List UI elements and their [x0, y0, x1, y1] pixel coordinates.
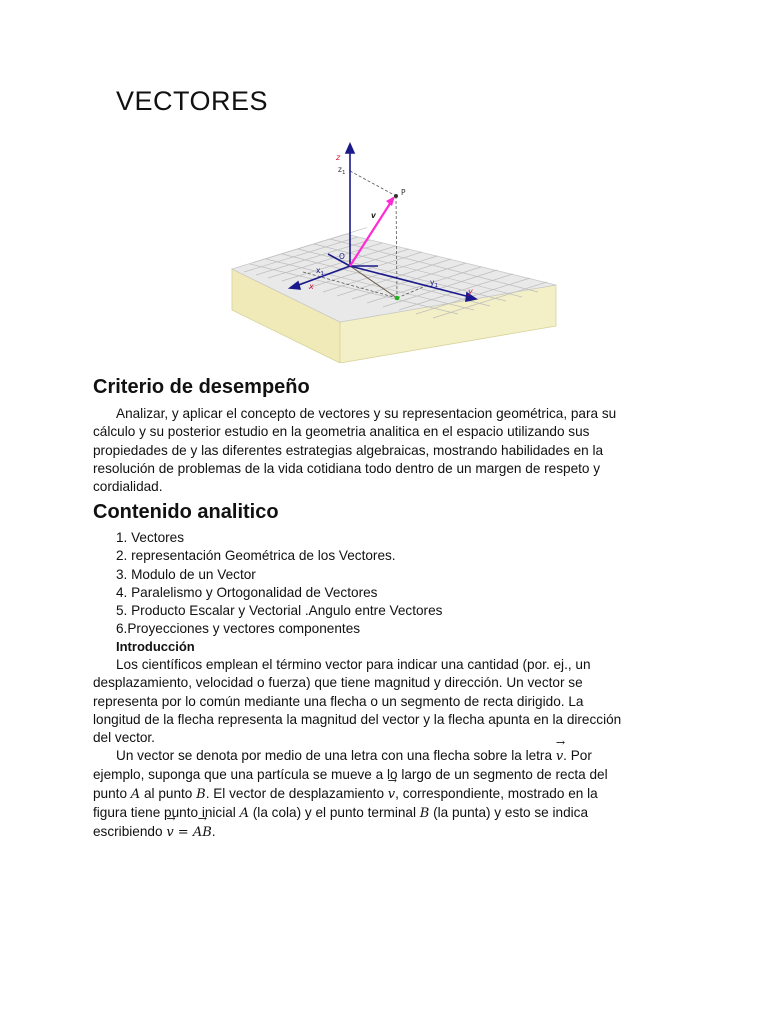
introduccion-heading: Introducción [116, 639, 195, 654]
page-title: VECTORES [116, 86, 269, 116]
label-z: z [336, 153, 341, 162]
intro-line: Los científicos emplean el término vector para indicar una cantidad (por. ej., un [116, 657, 591, 672]
label-x1: $x_1$ [316, 266, 324, 277]
label-z1: $z_1$ [338, 165, 346, 176]
vector-v-symbol: v → [166, 824, 173, 842]
label-x: x [309, 282, 314, 291]
contenido-list [116, 529, 442, 639]
point-b-symbol: B [419, 805, 430, 821]
point-a-symbol: A [239, 805, 249, 821]
criterio-line: cordialidad. [93, 479, 163, 495]
intro-line: escribiendo v → = AB →. [93, 823, 683, 842]
intro-line: longitud de la flecha representa la magnitud del vector y la flecha apunta en la dirección [93, 711, 622, 727]
intro-line: del vector. [93, 730, 155, 746]
list-item: 6.Proyecciones y vectores componentes [116, 621, 361, 637]
vector-v-symbol: v → [556, 748, 563, 766]
criterio-line: propiedades de y las diferentes estrategias algebraicas, mostrando habilidades en la [93, 442, 604, 458]
intro-line: ejemplo, suponga que una partícula se mueve a lo largo de un segmento de recta del [93, 767, 608, 783]
introduccion-paragraph-2 [93, 747, 683, 842]
point-b-symbol: B [196, 786, 206, 802]
intro-line: figura tiene punto inicial A (la cola) y el punto terminal B (la punta) y esto se indica [93, 804, 589, 821]
point-a-symbol: A [130, 786, 141, 802]
list-item: 3. Modulo de un Vector [116, 566, 256, 582]
equals-sign: = [173, 825, 193, 841]
intro-line: representa por lo común mediante una flecha o un segmento de recta dirigido. La [93, 693, 584, 709]
label-p: P [401, 188, 406, 197]
label-v: v [371, 211, 376, 220]
intro-line: Un vector se denota por medio de una letra con una flecha sobre la letra v →. Por [93, 747, 683, 766]
contenido-heading: Contenido analitico [93, 501, 279, 523]
ground-point [395, 296, 400, 301]
list-item: 2. representación Geométrica de los Vectores. [116, 548, 396, 564]
vector-v-symbol: v → [388, 786, 395, 804]
label-y: y [468, 287, 473, 296]
criterio-heading: Criterio de desempeño [93, 376, 310, 398]
criterio-line: Analizar, y aplicar el concepto de vectores y su representacion geométrica, para su [116, 406, 617, 421]
label-origin: O [339, 252, 345, 261]
label-y1: $y_1$ [430, 278, 438, 289]
intro-line: punto A al punto B. El vector de desplazamiento v →, correspondiente, mostrado en la [93, 785, 683, 804]
vector-3d-figure [228, 138, 558, 363]
vector-ab-symbol: AB → [193, 824, 212, 842]
list-item: 4. Paralelismo y Ortogonalidad de Vectores [116, 584, 378, 600]
criterio-line: cálculo y su posterior estudio en la geometria analitica en el espacio utilizando sus [93, 424, 590, 440]
list-item: 1. Vectores [116, 530, 185, 545]
criterio-paragraph [93, 405, 683, 496]
intro-line: desplazamiento, velocidad o fuerza) que tiene magnitud y dirección. Un vector se [93, 675, 583, 691]
point-p [394, 194, 398, 198]
list-item: 5. Producto Escalar y Vectorial .Angulo entre Vectores [116, 603, 443, 619]
criterio-line: resolución de problemas de la vida cotidiana todo dentro de un margen de respeto y [93, 460, 601, 476]
introduccion-paragraph-1 [93, 656, 683, 747]
vector-v-arrowhead [386, 196, 395, 206]
